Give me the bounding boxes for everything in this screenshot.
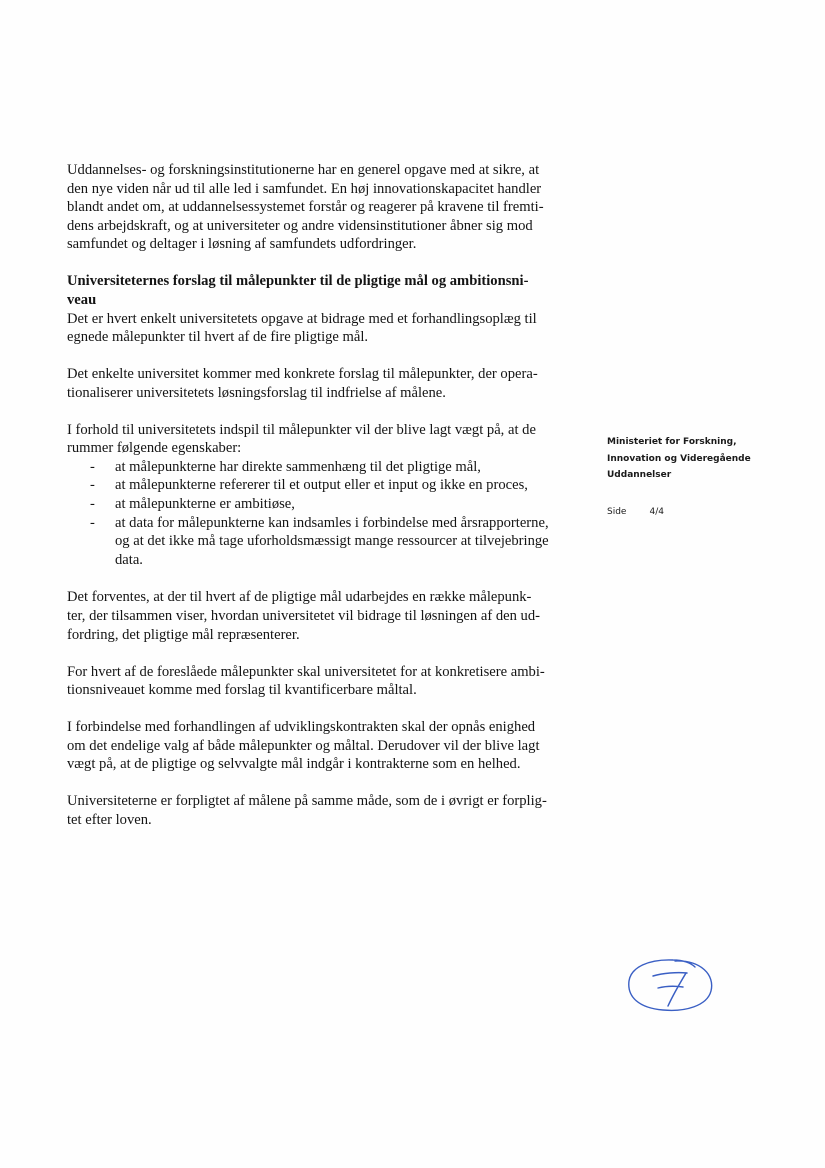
text-line: Det enkelte universitet kommer med konkrete forslag til målepunkter, der opera- <box>67 366 538 383</box>
text-line: tionaliserer universitetets løsningsforslag til indfrielse af målene. <box>67 384 446 401</box>
page-indicator <box>607 504 797 521</box>
list-item-text: data. <box>115 551 143 568</box>
bullet-dash: - <box>90 477 95 494</box>
handwritten-circle-icon <box>629 960 712 1010</box>
text-line: Det er hvert enkelt universitetets opgave at bidrage med et forhandlingsoplæg til <box>67 310 537 327</box>
bullet-dash: - <box>90 458 95 475</box>
list-item <box>67 514 572 570</box>
list-item-text: at målepunkterne har direkte sammenhæng til det pligtige mål, <box>115 458 481 475</box>
text-line: egnede målepunkter til hvert af de fire pligtige mål. <box>67 329 369 346</box>
paragraph-university-task <box>67 310 572 347</box>
text-line: ter, der tilsammen viser, hvordan universitetet vil bidrage til løsningen af den ud- <box>67 608 540 625</box>
paragraph-innovation <box>67 161 572 254</box>
text-line: For hvert af de foreslåede målepunkter skal universitetet for at konkretisere ambi- <box>67 663 545 680</box>
paragraph-expectations <box>67 588 572 644</box>
text-line: tionsniveauet komme med forslag til kvantificerbare måltal. <box>67 682 417 699</box>
paragraph-concrete-proposals <box>67 365 572 402</box>
paragraph-negotiation <box>67 718 572 774</box>
text-line: samfundet og deltager i løsning af samfundets udfordringer. <box>67 236 417 253</box>
page-number: 4/4 <box>649 506 664 517</box>
text-line: tet efter loven. <box>67 811 152 828</box>
heading-line: Universiteternes forslag til målepunkter til de pligtige mål og ambitionsni- <box>67 273 529 290</box>
section-heading <box>67 272 572 309</box>
properties-list <box>67 458 572 570</box>
list-item <box>67 458 572 477</box>
paragraph-ambition-level <box>67 663 572 700</box>
heading-line: veau <box>67 291 97 308</box>
text-line: Uddannelses- og forskningsinstitutionerne har en generel opgave med at sikre, at <box>67 162 540 178</box>
text-line: den nye viden når ud til alle led i samfundet. En høj innovationskapacitet handler <box>67 180 542 197</box>
list-item <box>67 476 572 495</box>
handwritten-number: 7 <box>525 855 526 856</box>
text-line: I forhold til universitetets indspil til målepunkter vil der blive lagt vægt på, at de <box>67 421 536 438</box>
list-item-text: at data for målepunkterne kan indsamles i forbindelse med årsrapporterne, <box>115 514 549 531</box>
bullet-dash: - <box>90 514 95 531</box>
text-line: vægt på, at de pligtige og selvvalgte mål indgår i kontrakterne som en helhed. <box>67 756 521 773</box>
text-line: rummer følgende egenskaber: <box>67 440 242 457</box>
text-line: Det forventes, at der til hvert af de pligtige mål udarbejdes en række målepunk- <box>67 589 532 606</box>
ministry-name-line: Uddannelser <box>607 470 672 480</box>
list-item-text: og at det ikke må tage uforholdsmæssigt mange ressourcer at tilvejebringe <box>115 533 549 550</box>
text-line: om det endelige valg af både målepunkter og måltal. Derudover vil der blive lagt <box>67 737 540 754</box>
list-item-text: at målepunkterne refererer til et output eller et input og ikke en proces, <box>115 477 528 494</box>
page-label: Side <box>607 506 627 517</box>
ministry-sidebar <box>607 434 797 520</box>
main-text-column <box>67 161 572 830</box>
list-item-text: at målepunkterne er ambitiøse, <box>115 496 295 513</box>
text-line: Universiteterne er forpligtet af målene på samme måde, som de i øvrigt er forplig- <box>67 793 547 810</box>
bullet-dash: - <box>90 496 95 513</box>
list-item <box>67 495 572 514</box>
ministry-name-line: Innovation og Videregående <box>607 453 751 464</box>
paragraph-properties-intro <box>67 421 572 458</box>
ministry-name-line: Ministeriet for Forskning, <box>607 437 737 447</box>
text-line: I forbindelse med forhandlingen af udviklingskontrakten skal der opnås enighed <box>67 719 536 736</box>
text-line: blandt andet om, at uddannelsessystemet forstår og reagerer på kravene til fremti- <box>67 199 544 216</box>
paragraph-obligation <box>67 792 572 829</box>
text-line: dens arbejdskraft, og at universiteter og andre vidensinstitutioner åbner sig mod <box>67 217 533 234</box>
handwritten-annotation <box>525 855 715 1013</box>
text-line: fordring, det pligtige mål repræsenterer. <box>67 626 300 643</box>
